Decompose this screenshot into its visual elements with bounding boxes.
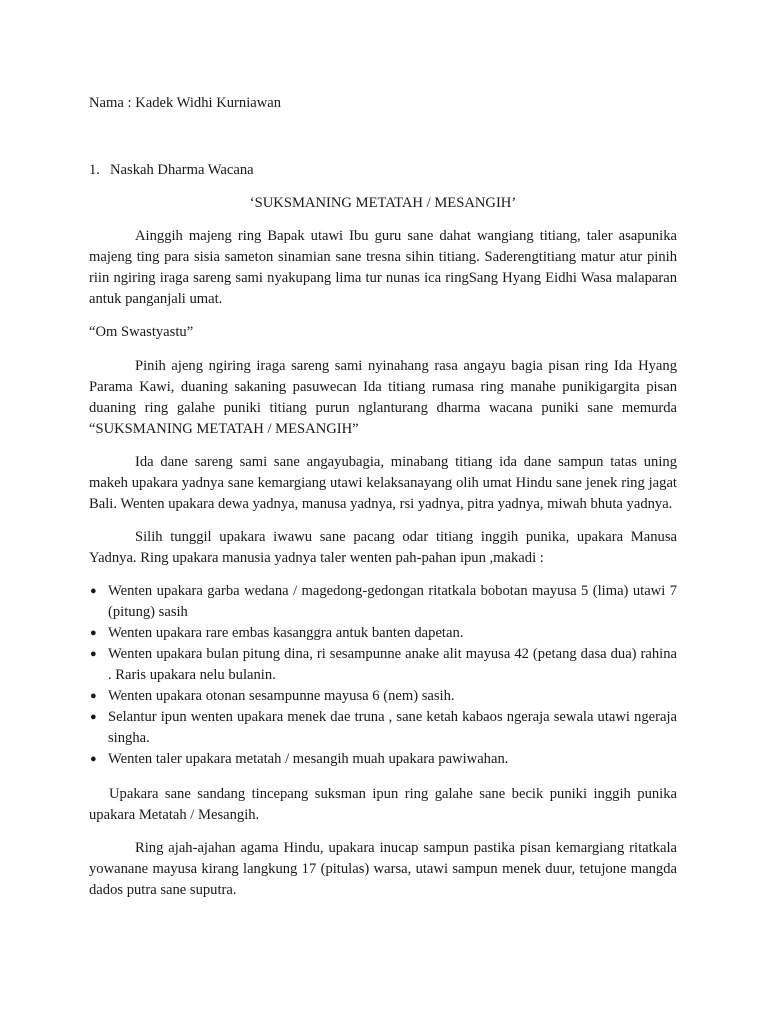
list-item-text: Wenten upakara garba wedana / magedong-gedongan ritatkala bobotan mayusa 5 (lima) utawi 7 (pitung) sasih: [108, 583, 677, 620]
section-number: 1.: [89, 162, 100, 178]
list-item-text: Selantur ipun wenten upakara menek dae truna , sane ketah kabaos ngeraja sewala utawi ngeraja singha.: [108, 709, 677, 746]
list-item-text: Wenten upakara otonan sesampunne mayusa 6 (nem) sasih.: [108, 688, 455, 704]
bullet-icon: ●: [90, 648, 97, 660]
document-body: [89, 226, 677, 913]
bullet-icon: ●: [90, 690, 97, 702]
list-item: [89, 686, 677, 707]
bullet-icon: ●: [90, 753, 97, 765]
bullet-icon: ●: [90, 585, 97, 597]
list-item-text: Wenten upakara rare embas kasanggra antuk banten dapetan.: [108, 625, 464, 641]
section-heading: [89, 160, 254, 180]
ceremony-list: [89, 581, 677, 770]
bullet-icon: ●: [90, 627, 97, 639]
paragraph-opening: Ainggih majeng ring Bapak utawi Ibu guru sane dahat wangiang titiang, taler asapunika majeng ting para sisia sameton sinamian sane tresna sihin titiang. Saderengtitiang matur atur pinih riin ngiring iraga sareng sami nyakupang lima tur nunas ica ringSang Hyang Eidhi Wasa malaparan antuk panganjali umat.: [89, 228, 677, 307]
list-item: [89, 623, 677, 644]
paragraph-metatah: Upakara sane sandang tincepang suksman ipun ring galahe sane becik puniki inggih punika upakara Metatah / Mesangih.: [89, 786, 677, 823]
section-title: Naskah Dharma Wacana: [110, 162, 254, 178]
paragraph-introduction: Pinih ajeng ngiring iraga sareng sami nyinahang rasa angayu bagia pisan ring Ida Hyang Parama Kawi, duaning sakaning pasuwecan Ida titiang rumasa ring manahe punikigargita pisan duaning ring galahe puniki titiang purun nglanturang dharma wacana puniki sane memurda “SUKSMANING METATAH / MESANGIH”: [89, 358, 677, 437]
paragraph-greeting: “Om Swastyastu”: [89, 324, 194, 340]
paragraph-manusa-yadnya: Silih tunggil upakara iwawu sane pacang odar titiang inggih punika, upakara Manusa Yadnya. Ring upakara manusia yadnya taler wenten pah-pahan ipun ,makadi :: [89, 529, 677, 566]
bullet-icon: ●: [90, 711, 97, 723]
list-item: [89, 707, 677, 749]
author-name-line: Nama : Kadek Widhi Kurniawan: [89, 95, 282, 111]
paragraph-hindu-teaching: Ring ajah-ajahan agama Hindu, upakara inucap sampun pastika pisan kemargiang ritatkala yowanane mayusa kirang langkung 17 (pitulas) warsa, utawi sampun menek duur, tetujone mangda dados putra sane suputra.: [89, 840, 677, 898]
list-item-text: Wenten taler upakara metatah / mesangih muah upakara pawiwahan.: [108, 751, 509, 767]
list-item: [89, 749, 677, 770]
paragraph-yadnya: Ida dane sareng sami sane angayubagia, minabang titiang ida dane sampun tatas uning makeh upakara yadnya sane kemargiang utawi kelaksanayang olih umat Hindu sane jenek ring jagat Bali. Wenten upakara dewa yadnya, manusa yadnya, rsi yadnya, pitra yadnya, miwah bhuta yadnya.: [89, 454, 677, 512]
list-item: [89, 644, 677, 686]
document-title: ‘SUKSMANING METATAH / MESANGIH’: [249, 195, 517, 211]
list-item: [89, 581, 677, 623]
list-item-text: Wenten upakara bulan pitung dina, ri sesampunne anake alit mayusa 42 (petang dasa dua) rahina . Raris upakara nelu bulanin.: [108, 646, 677, 683]
